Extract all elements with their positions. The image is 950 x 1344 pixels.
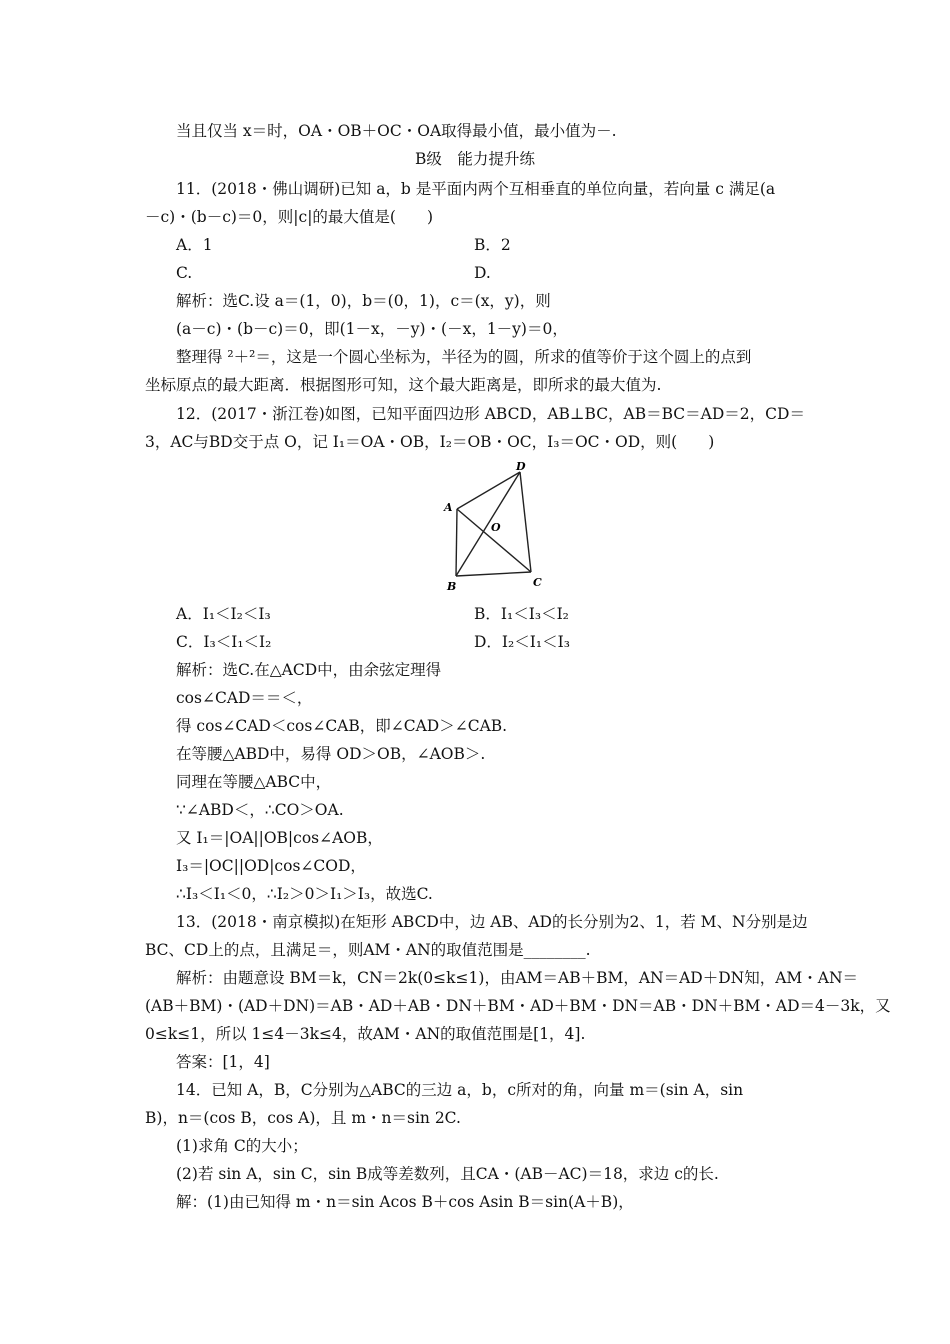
question-13-line: 13．(2018・南京模拟)在矩形 ABCD中，边 AB、AD的长分别为2、1，若 M、N分别是边 (176, 913, 808, 931)
text-line: 当且仅当 x＝时，OA・OB＋OC・OA取得最小值，最小值为－. (176, 122, 617, 140)
solution-line: ∵∠ABD＜，∴CO＞OA. (176, 801, 344, 819)
label-c: C (533, 576, 542, 589)
question-14-line: B)，n＝(cos B，cos A)，且 m・n＝sin 2C. (145, 1109, 461, 1127)
option-d: D. (474, 264, 491, 282)
label-d: D (516, 460, 526, 473)
option-a: A．1 (176, 236, 213, 254)
solution-line: 又 I₁＝|OA||OB|cos∠AOB， (176, 829, 383, 847)
answer-line: 答案：[1，4] (176, 1053, 270, 1071)
question-11-line: 11．(2018・佛山调研)已知 a，b 是平面内两个互相垂直的单位向量，若向量 c 满足(a (176, 180, 776, 198)
option-d: D．I₂＜I₁＜I₃ (474, 633, 570, 651)
label-a: A (444, 501, 453, 514)
question-14-line: 14．已知 A，B，C分别为△ABC的三边 a，b，c所对的角，向量 m＝(sin A，sin (176, 1081, 744, 1099)
edge-ad (457, 472, 520, 509)
solution-line: (a－c)・(b－c)＝0，即(1－x，－y)・(－x，1－y)＝0， (176, 320, 568, 338)
edge-bc (456, 572, 531, 576)
solution-line: I₃＝|OC||OD|cos∠COD， (176, 857, 366, 875)
solution-line: (AB＋BM)・(AD＋DN)＝AB・AD＋AB・DN＋BM・AD＋BM・DN＝AB・DN＋BM・AD＝4－3k，又 (145, 997, 891, 1015)
solution-line: ∴I₃＜I₁＜0，∴I₂＞0＞I₁＞I₃，故选C. (176, 885, 433, 903)
solution-line: 在等腰△ABD中，易得 OD＞OB，∠AOB＞. (176, 745, 486, 763)
solution-line: 0≤k≤1，所以 1≤4－3k≤4，故AM・AN的取值范围是[1，4]. (145, 1025, 586, 1043)
section-heading: B级 能力提升练 (415, 150, 535, 168)
solution-line: cos∠CAD＝＝＜， (176, 689, 313, 707)
solution-line: 解：(1)由已知得 m・n＝sin Acos B＋cos Asin B＝sin(A＋B)， (176, 1193, 634, 1211)
label-o: O (491, 521, 501, 534)
option-c: C. (176, 264, 193, 282)
question-14-part: (1)求角 C的大小； (176, 1137, 308, 1155)
question-13-line: BC、CD上的点，且满足＝，则AM・AN的取值范围是________. (145, 941, 591, 959)
solution-line: 得 cos∠CAD＜cos∠CAB，即∠CAD＞∠CAB. (176, 717, 508, 735)
option-c: C．I₃＜I₁＜I₂ (176, 633, 272, 651)
solution-line: 坐标原点的最大距离．根据图形可知，这个最大距离是，即所求的最大值为. (145, 376, 662, 394)
question-12-line: 12．(2017・浙江卷)如图，已知平面四边形 ABCD，AB⊥BC，AB＝BC＝AD＝2，CD＝ (176, 405, 805, 423)
solution-line: 整理得 ²＋²＝，这是一个圆心坐标为，半径为的圆，所求的值等价于这个圆上的点到 (176, 348, 752, 366)
option-b: B．2 (474, 236, 511, 254)
solution-line: 同理在等腰△ABC中， (176, 773, 332, 791)
option-b: B．I₁＜I₃＜I₂ (474, 605, 569, 623)
quadrilateral-figure (430, 455, 550, 595)
solution-line: 解析：选C.在△ACD中，由余弦定理得 (176, 661, 442, 679)
question-14-part: (2)若 sin A，sin C，sin B成等差数列，且CA・(AB－AC)＝18，求边 c的长. (176, 1165, 719, 1183)
diagonal-bd (456, 472, 520, 576)
solution-line: 解析：选C.设 a＝(1，0)，b＝(0，1)，c＝(x，y)，则 (176, 292, 551, 310)
label-b: B (447, 580, 457, 593)
solution-line: 解析：由题意设 BM＝k，CN＝2k(0≤k≤1)，由AM＝AB＋BM，AN＝AD＋DN知，AM・AN＝ (176, 969, 859, 987)
question-11-line: －c)・(b－c)＝0，则|c|的最大值是( ) (145, 208, 434, 226)
edge-dc (520, 472, 531, 572)
option-a: A．I₁＜I₂＜I₃ (176, 605, 271, 623)
diagonal-ac (457, 509, 531, 572)
edge-ab (456, 509, 457, 576)
question-12-line: 3，AC与BD交于点 O，记 I₁＝OA・OB，I₂＝OB・OC，I₃＝OC・OD，则( ) (145, 433, 715, 451)
